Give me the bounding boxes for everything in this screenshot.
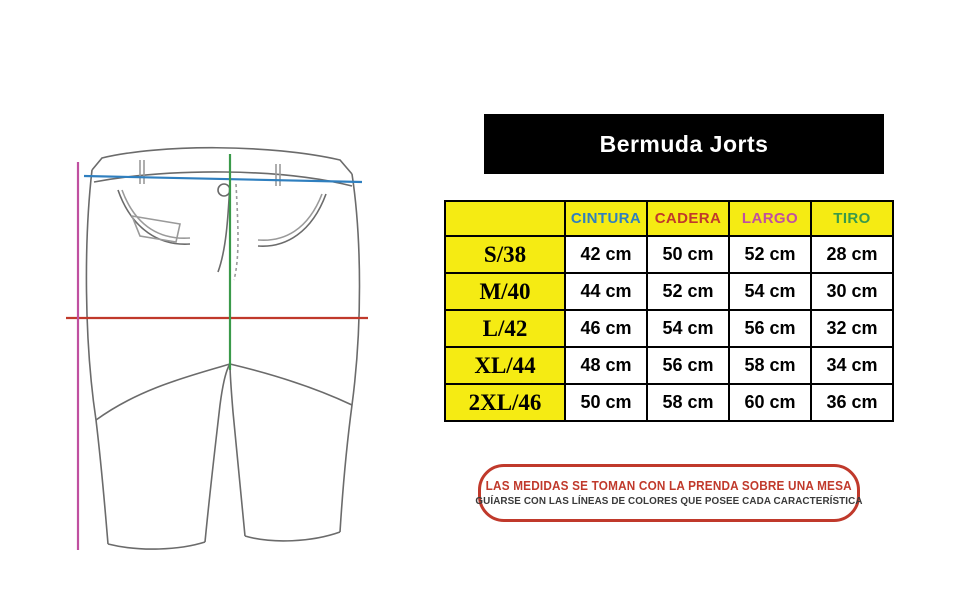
cell-cadera: 50 cm [647, 236, 729, 273]
cell-cintura: 50 cm [565, 384, 647, 421]
cell-tiro: 30 cm [811, 273, 893, 310]
cell-largo: 60 cm [729, 384, 811, 421]
cell-cintura: 42 cm [565, 236, 647, 273]
cell-tiro: 34 cm [811, 347, 893, 384]
bermuda-shorts-diagram [40, 120, 440, 560]
cell-largo: 54 cm [729, 273, 811, 310]
table-header-corner [445, 201, 565, 236]
cell-cadera: 56 cm [647, 347, 729, 384]
table-header-largo: LARGO [729, 201, 811, 236]
cell-largo: 58 cm [729, 347, 811, 384]
size-label: S/38 [445, 236, 565, 273]
table-row [445, 347, 893, 384]
table-header-cintura: CINTURA [565, 201, 647, 236]
cell-largo: 52 cm [729, 236, 811, 273]
note-secondary-text: GUÍARSE CON LAS LÍNEAS DE COLORES QUE POSEE CADA CARACTERÍSTICA [475, 495, 863, 507]
table-row [445, 236, 893, 273]
cell-tiro: 36 cm [811, 384, 893, 421]
size-label: XL/44 [445, 347, 565, 384]
table-header-cadera: CADERA [647, 201, 729, 236]
cell-cintura: 44 cm [565, 273, 647, 310]
note-primary-text: LAS MEDIDAS SE TOMAN CON LA PRENDA SOBRE UNA MESA [485, 479, 853, 493]
table-header-tiro: TIRO [811, 201, 893, 236]
cell-cadera: 52 cm [647, 273, 729, 310]
cell-cadera: 54 cm [647, 310, 729, 347]
chart-title-bar [484, 114, 884, 174]
measurement-note [475, 464, 863, 522]
cell-tiro: 32 cm [811, 310, 893, 347]
size-label: M/40 [445, 273, 565, 310]
page-title: Bermuda Jorts [599, 130, 769, 157]
cell-largo: 56 cm [729, 310, 811, 347]
table-row [445, 310, 893, 347]
table-row [445, 273, 893, 310]
cell-tiro: 28 cm [811, 236, 893, 273]
cell-cintura: 48 cm [565, 347, 647, 384]
size-label: 2XL/46 [445, 384, 565, 421]
shorts-outline [86, 148, 359, 549]
cell-cintura: 46 cm [565, 310, 647, 347]
table-header-row [445, 201, 893, 236]
cell-cadera: 58 cm [647, 384, 729, 421]
size-label: L/42 [445, 310, 565, 347]
table-row [445, 384, 893, 421]
size-chart-table [444, 200, 894, 422]
